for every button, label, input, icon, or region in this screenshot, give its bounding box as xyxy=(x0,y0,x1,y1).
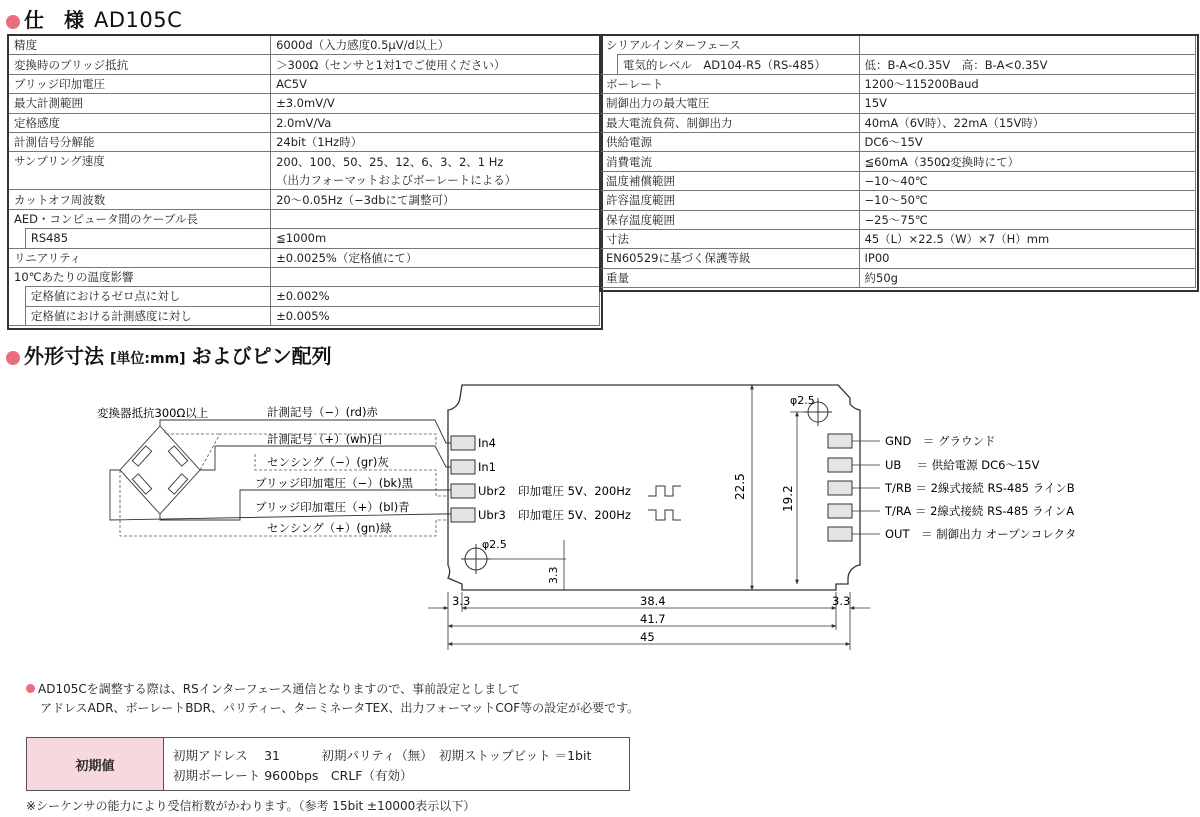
spec-label: AED・コンピュータ間のケーブル長 xyxy=(9,209,271,228)
spec-value: −10〜40℃ xyxy=(859,171,1195,190)
dimension-unit: [単位:mm] xyxy=(110,351,186,367)
pin-label-in1: In1 xyxy=(478,460,496,474)
note-line-2: アドレスADR、ボーレートBDR、パリティー、ターミネータTEX、出力フォーマットCOF等の設定が必要です。 xyxy=(40,701,640,715)
spec-label: 定格値における計測感度に対し xyxy=(25,306,270,325)
wire-label-bk: ブリッジ印加電圧（−）(bk)黒 xyxy=(255,476,414,490)
spec-label: 10℃あたりの温度影響 xyxy=(9,267,271,286)
spec-title: 仕 様 xyxy=(24,8,84,32)
resistor-label: 変換器抵抗300Ω以上 xyxy=(97,406,209,420)
spec-value: 約50g xyxy=(859,268,1195,287)
dim-inner-span: 38.4 xyxy=(640,594,666,608)
wire-label-rd: 計測記号（−）(rd)赤 xyxy=(267,405,378,419)
dimension-title: 外形寸法 xyxy=(24,344,104,368)
dim-margin-right: 3.3 xyxy=(832,594,851,608)
spec-label: 精度 xyxy=(9,36,271,55)
spec-label: 変換時のブリッジ抵抗 xyxy=(9,55,271,74)
spec-label: 保存温度範囲 xyxy=(601,210,860,229)
right-pin-ub: UB ＝ 供給電源 DC6〜15V xyxy=(885,458,1040,472)
spec-value-line: （出力フォーマットおよびボーレートによる） xyxy=(276,172,517,187)
right-pin-out: OUT ＝ 制御出力 オープンコレクタ xyxy=(885,527,1077,541)
spec-value: 2.0mV/Va xyxy=(271,113,600,132)
model-name: AD105C xyxy=(94,8,183,32)
hole-dia-top: φ2.5 xyxy=(790,394,815,407)
spec-value: 低：B-A<0.35V 高：B-A<0.35V xyxy=(859,55,1195,74)
spec-label: 供給電源 xyxy=(601,132,860,151)
spec-value: ≦1000m xyxy=(271,229,600,248)
dim-pin-span: 41.7 xyxy=(640,612,666,626)
spec-value: AC5V xyxy=(271,74,600,93)
spec-value: ±0.002% xyxy=(271,287,600,306)
spec-value: 45（L）×22.5（W）×7（H）mm xyxy=(859,229,1195,248)
pin-label-ubr3: Ubr3 xyxy=(478,508,506,522)
initial-label: 初期値 xyxy=(27,738,164,790)
spec-value: ±3.0mV/V xyxy=(271,94,600,113)
pin-label-in4: In4 xyxy=(478,436,496,450)
bridge-circuit xyxy=(120,426,200,514)
spec-label: 許容温度範囲 xyxy=(601,191,860,210)
spec-value: 24bit（1Hz時） xyxy=(271,132,600,151)
excitation-label-2: 印加電圧 5V、200Hz xyxy=(518,508,631,522)
spec-label: リニアリティ xyxy=(9,248,271,267)
spec-value-line: 200、100、50、25、12、6、3、2、1 Hz xyxy=(276,154,504,169)
spec-label: シリアルインターフェース xyxy=(601,36,860,55)
spec-label: 制御出力の最大電圧 xyxy=(601,94,860,113)
spec-label: 定格値におけるゼロ点に対し xyxy=(25,287,270,306)
spec-value: ±0.0025%（定格値にて） xyxy=(271,248,600,267)
spec-value: ±0.005% xyxy=(271,306,600,325)
spec-value: 40mA（6V時）、22mA（15V時） xyxy=(859,113,1195,132)
wire-label-gr: センシング（−）(gr)灰 xyxy=(267,455,389,469)
dim-length: 45 xyxy=(640,630,655,644)
spec-label: 電気的レベル AD104-R5（RS-485） xyxy=(617,55,859,74)
spec-label: ボーレート xyxy=(601,74,860,93)
pulse-icon xyxy=(648,510,681,520)
spec-value: IP00 xyxy=(859,249,1195,268)
note-line-1: AD105Cを調整する際は、RSインターフェース通信となりますので、事前設定としまして xyxy=(26,680,520,697)
wire-label-bl: ブリッジ印加電圧（+）(bl)青 xyxy=(255,500,410,514)
spec-value: 6000d（入力感度0.5μV/d以上） xyxy=(271,36,600,55)
dim-height-outer: 22.5 xyxy=(733,473,747,500)
spec-label: 最大計測範囲 xyxy=(9,94,271,113)
dim-height-inner: 19.2 xyxy=(781,485,795,512)
spec-label: サンプリング速度 xyxy=(9,152,271,190)
spec-label: ブリッジ印加電圧 xyxy=(9,74,271,93)
bullet-icon xyxy=(26,684,35,693)
spec-label: 計測信号分解能 xyxy=(9,132,271,151)
excitation-label-1: 印加電圧 5V、200Hz xyxy=(518,484,631,498)
spec-value: 20〜0.05Hz（−3dbにて調整可） xyxy=(271,190,600,209)
right-pin-trb: T/RB ＝ 2線式接続 RS-485 ラインB xyxy=(885,481,1075,495)
initial-row-1: 初期アドレス 31 初期パリティ（無） 初期ストップビット ＝1bit xyxy=(173,748,592,763)
spec-label: 定格感度 xyxy=(9,113,271,132)
dim-margin-left: 3.3 xyxy=(452,594,471,608)
spec-value: −10〜50℃ xyxy=(859,191,1195,210)
left-pads xyxy=(451,436,475,522)
spec-value: DC6〜15V xyxy=(859,132,1195,151)
spec-label: EN60529に基づく保護等級 xyxy=(601,249,860,268)
spec-label: RS485 xyxy=(25,229,270,248)
pulse-icon xyxy=(648,486,681,496)
initial-row-2: 初期ボーレート 9600bps CRLF（有効） xyxy=(173,768,413,783)
spec-value: 1200〜115200Baud xyxy=(859,74,1195,93)
right-pin-tra: T/RA ＝ 2線式接続 RS-485 ラインA xyxy=(885,504,1075,518)
dim-hole-offset: 3.3 xyxy=(547,566,560,584)
wire-label-gn: センシング（+）(gn)緑 xyxy=(267,521,392,535)
pin-label-ubr2: Ubr2 xyxy=(478,484,506,498)
initial-values-box xyxy=(26,737,630,791)
spec-label: カットオフ周波数 xyxy=(9,190,271,209)
spec-label: 寸法 xyxy=(601,229,860,248)
footnote: ※シーケンサの能力により受信桁数がかわります。（参考 15bit ±10000表示以下） xyxy=(26,799,476,813)
spec-value: ＞300Ω（センサと1対1でご使用ください） xyxy=(271,55,600,74)
right-pin-gnd: GND ＝ グラウンド xyxy=(885,434,996,448)
spec-label: 消費電流 xyxy=(601,152,860,171)
right-pads xyxy=(828,434,852,541)
spec-value: ≦60mA（350Ω変換時にて） xyxy=(859,152,1195,171)
spec-label: 最大電流負荷、制御出力 xyxy=(601,113,860,132)
spec-value: 15V xyxy=(859,94,1195,113)
wire-label-wh: 計測記号（+）(wh)白 xyxy=(267,432,383,446)
dimension-title-rest: およびピン配列 xyxy=(191,344,332,368)
spec-label: 温度補償範囲 xyxy=(601,171,860,190)
spec-label: 重量 xyxy=(601,268,860,287)
hole-dia-bottom: φ2.5 xyxy=(482,538,507,551)
spec-value: −25〜75℃ xyxy=(859,210,1195,229)
